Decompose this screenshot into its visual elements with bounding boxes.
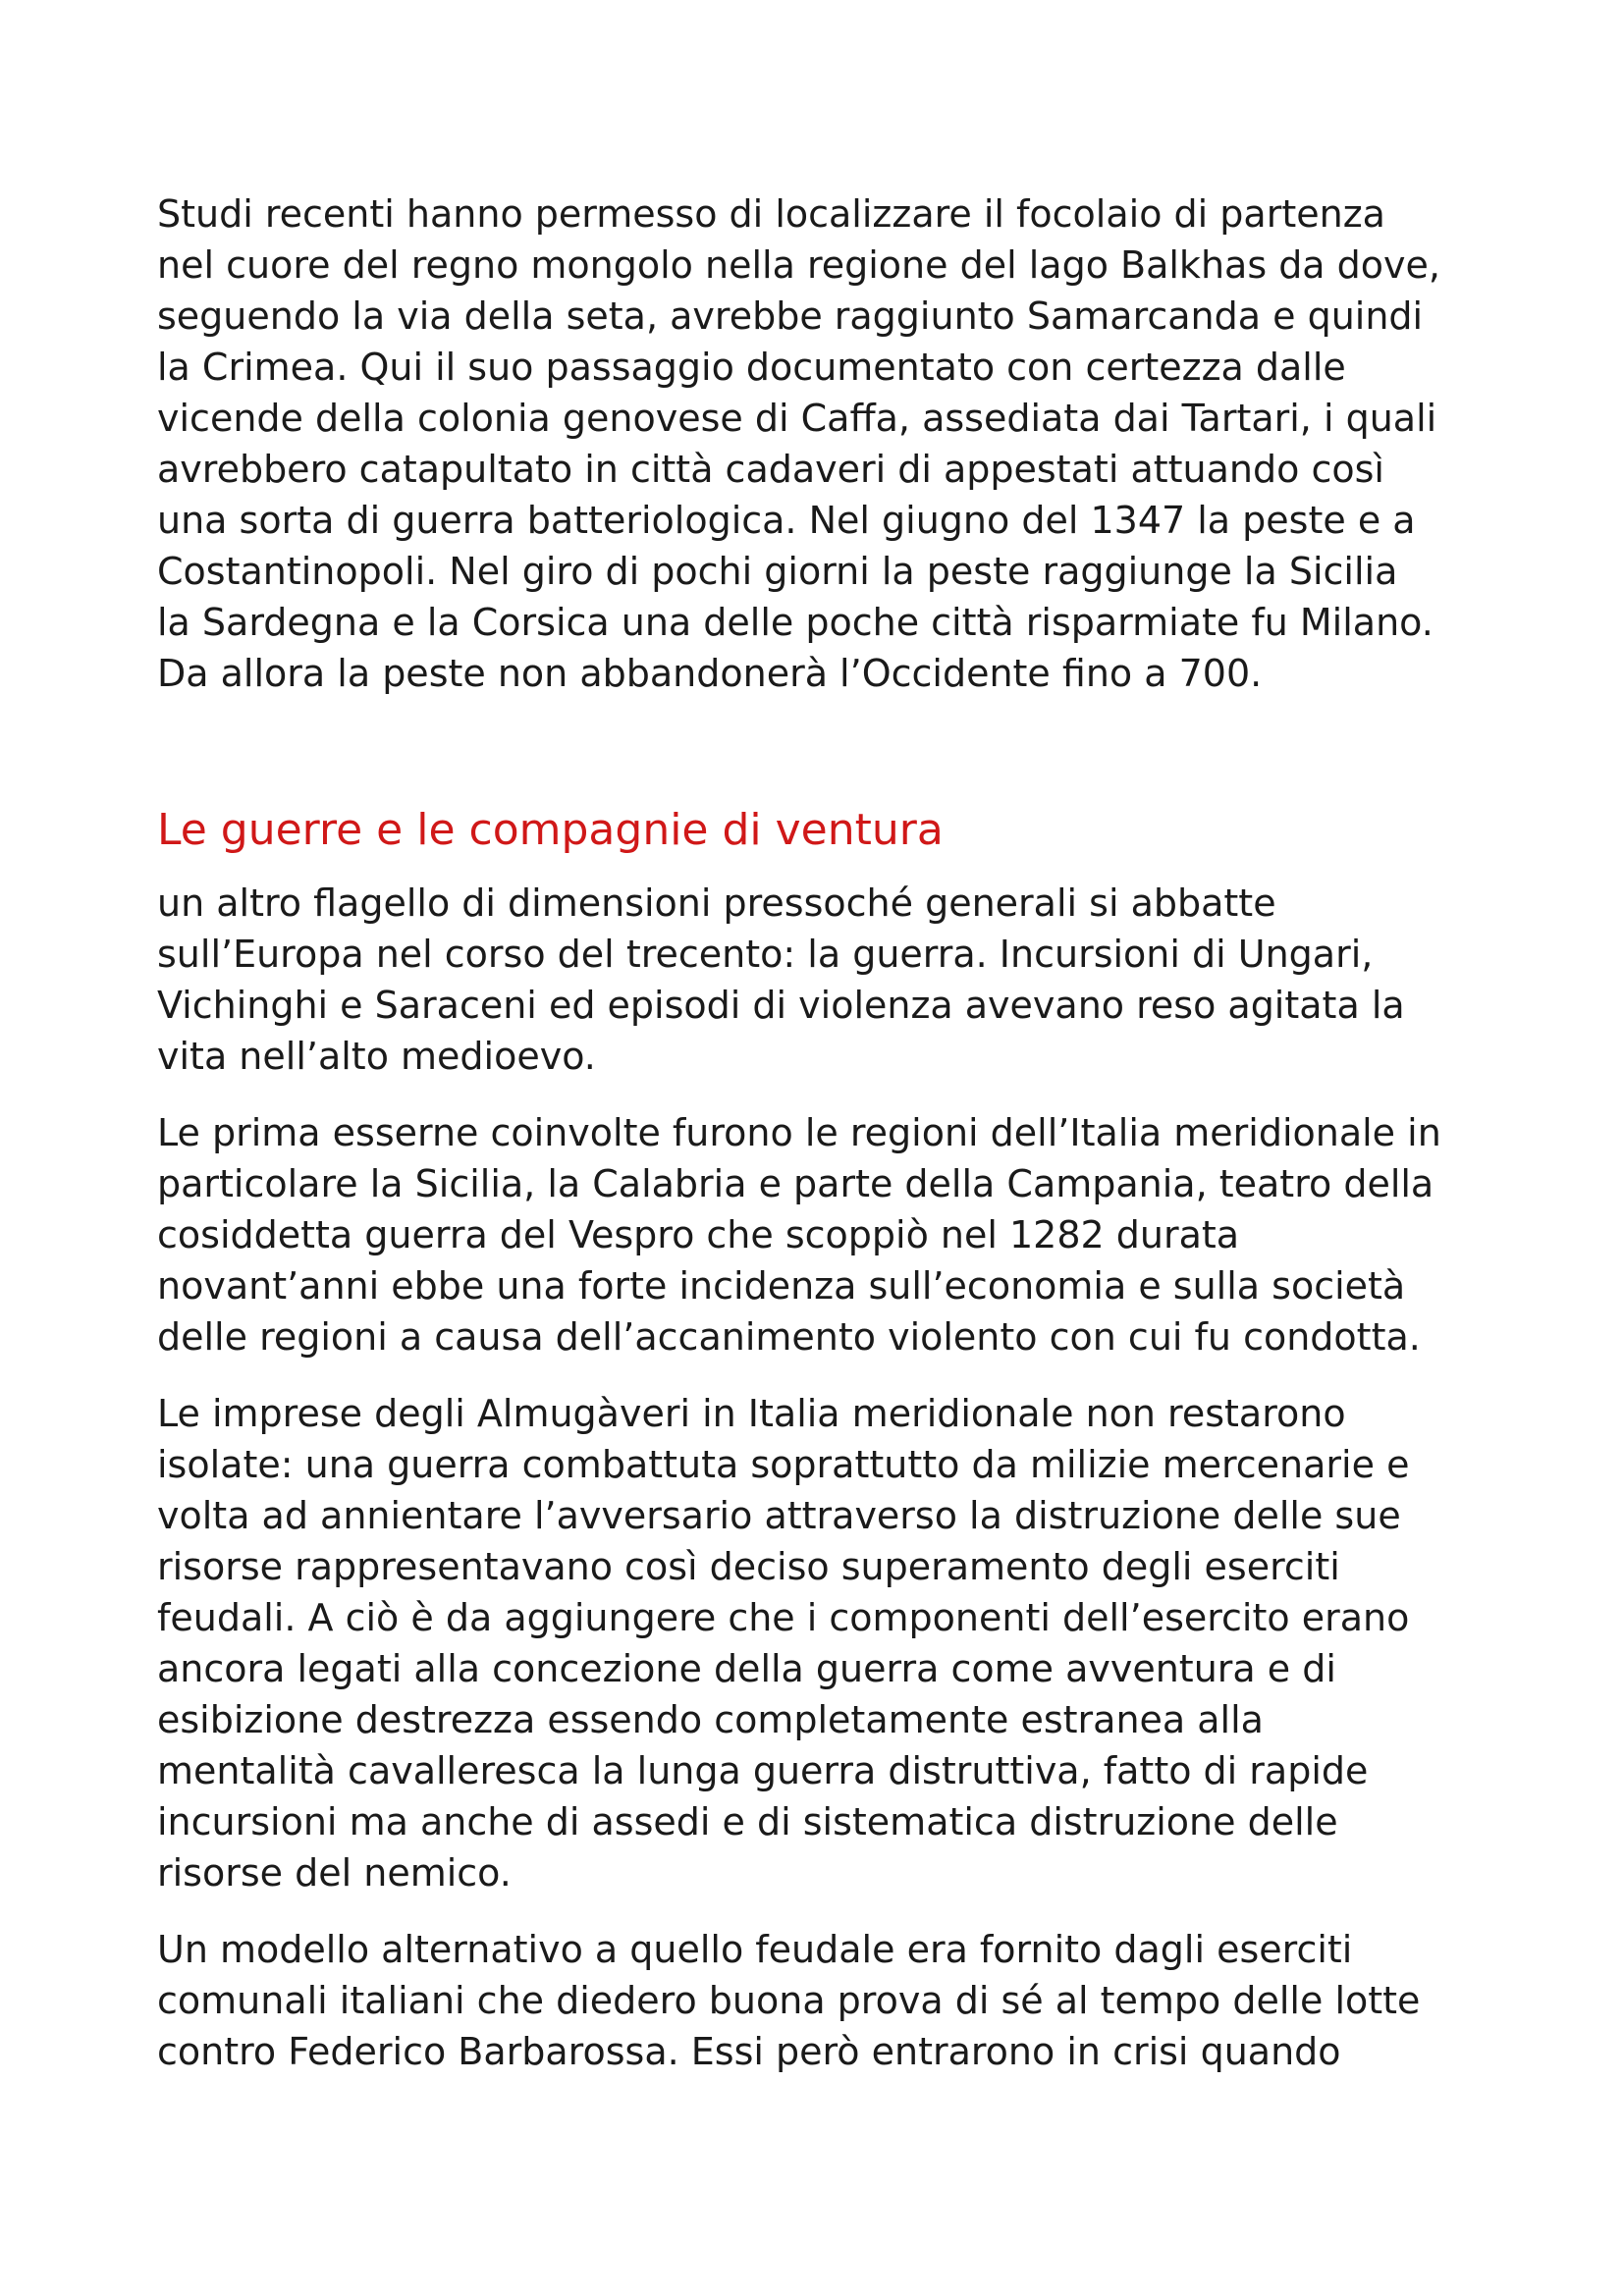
- paragraph-war-intro: un altro flagello di dimensioni pressoché generali si abbatte sull’Europa nel corso del trecento: la guerra. Incursioni di Ungari, Vichinghi e Saraceni ed episodi di violenza avevano reso agitata la vita nell’alto medioevo.: [157, 881, 1405, 1078]
- paragraph-communal-armies: Un modello alternativo a quello feudale era fornito dagli eserciti comunali italiani che diedero buona prova di sé al tempo delle lotte contro Federico Barbarossa. Essi però entrarono in crisi quando: [157, 1928, 1421, 2073]
- section-heading: Le guerre e le compagnie di ventura: [157, 805, 944, 855]
- paragraph-almugaveri: Le imprese degli Almugàveri in Italia meridionale non restarono isolate: una guerra combattuta soprattutto da milizie mercenarie e volta ad annientare l’avversario attraverso la distruzione delle sue risorse rappresentavano così deciso superamento degli eserciti feudali. A ciò è da aggiungere che i componenti dell’esercito erano ancora legati alla concezione della guerra come avventura e di esibizione destrezza essendo completamente estranea alla mentalità cavalleresca la lunga guerra distruttiva, fatto di rapide incursioni ma anche di assedi e di sistematica distruzione delle risorse del nemico.: [157, 1392, 1410, 1895]
- document-page: [157, 188, 1492, 2077]
- paragraph-vespro-war: Le prima esserne coinvolte furono le regioni dell’Italia meridionale in particolare la Sicilia, la Calabria e parte della Campania, teatro della cosiddetta guerra del Vespro che scoppiò nel 1282 durata novant’anni ebbe una forte incidenza sull’economia e sulla società delle regioni a causa dell’accanimento violento con cui fu condotta.: [157, 1111, 1441, 1359]
- paragraph-plague-spread: Studi recenti hanno permesso di localizzare il focolaio di partenza nel cuore del regno mongolo nella regione del lago Balkhas da dove, seguendo la via della seta, avrebbe raggiunto Samarcanda e quindi la Crimea. Qui il suo passaggio documentato con certezza dalle vicende della colonia genovese di Caffa, assediata dai Tartari, i quali avrebbero catapultato in città cadaveri di appestati attuando così una sorta di guerra batteriologica. Nel giugno del 1347 la peste e a Costantinopoli. Nel giro di pochi giorni la peste raggiunge la Sicilia la Sardegna e la Corsica una delle poche città risparmiate fu Milano. Da allora la peste non abbandonerà l’Occidente fino a 700.: [157, 192, 1440, 695]
